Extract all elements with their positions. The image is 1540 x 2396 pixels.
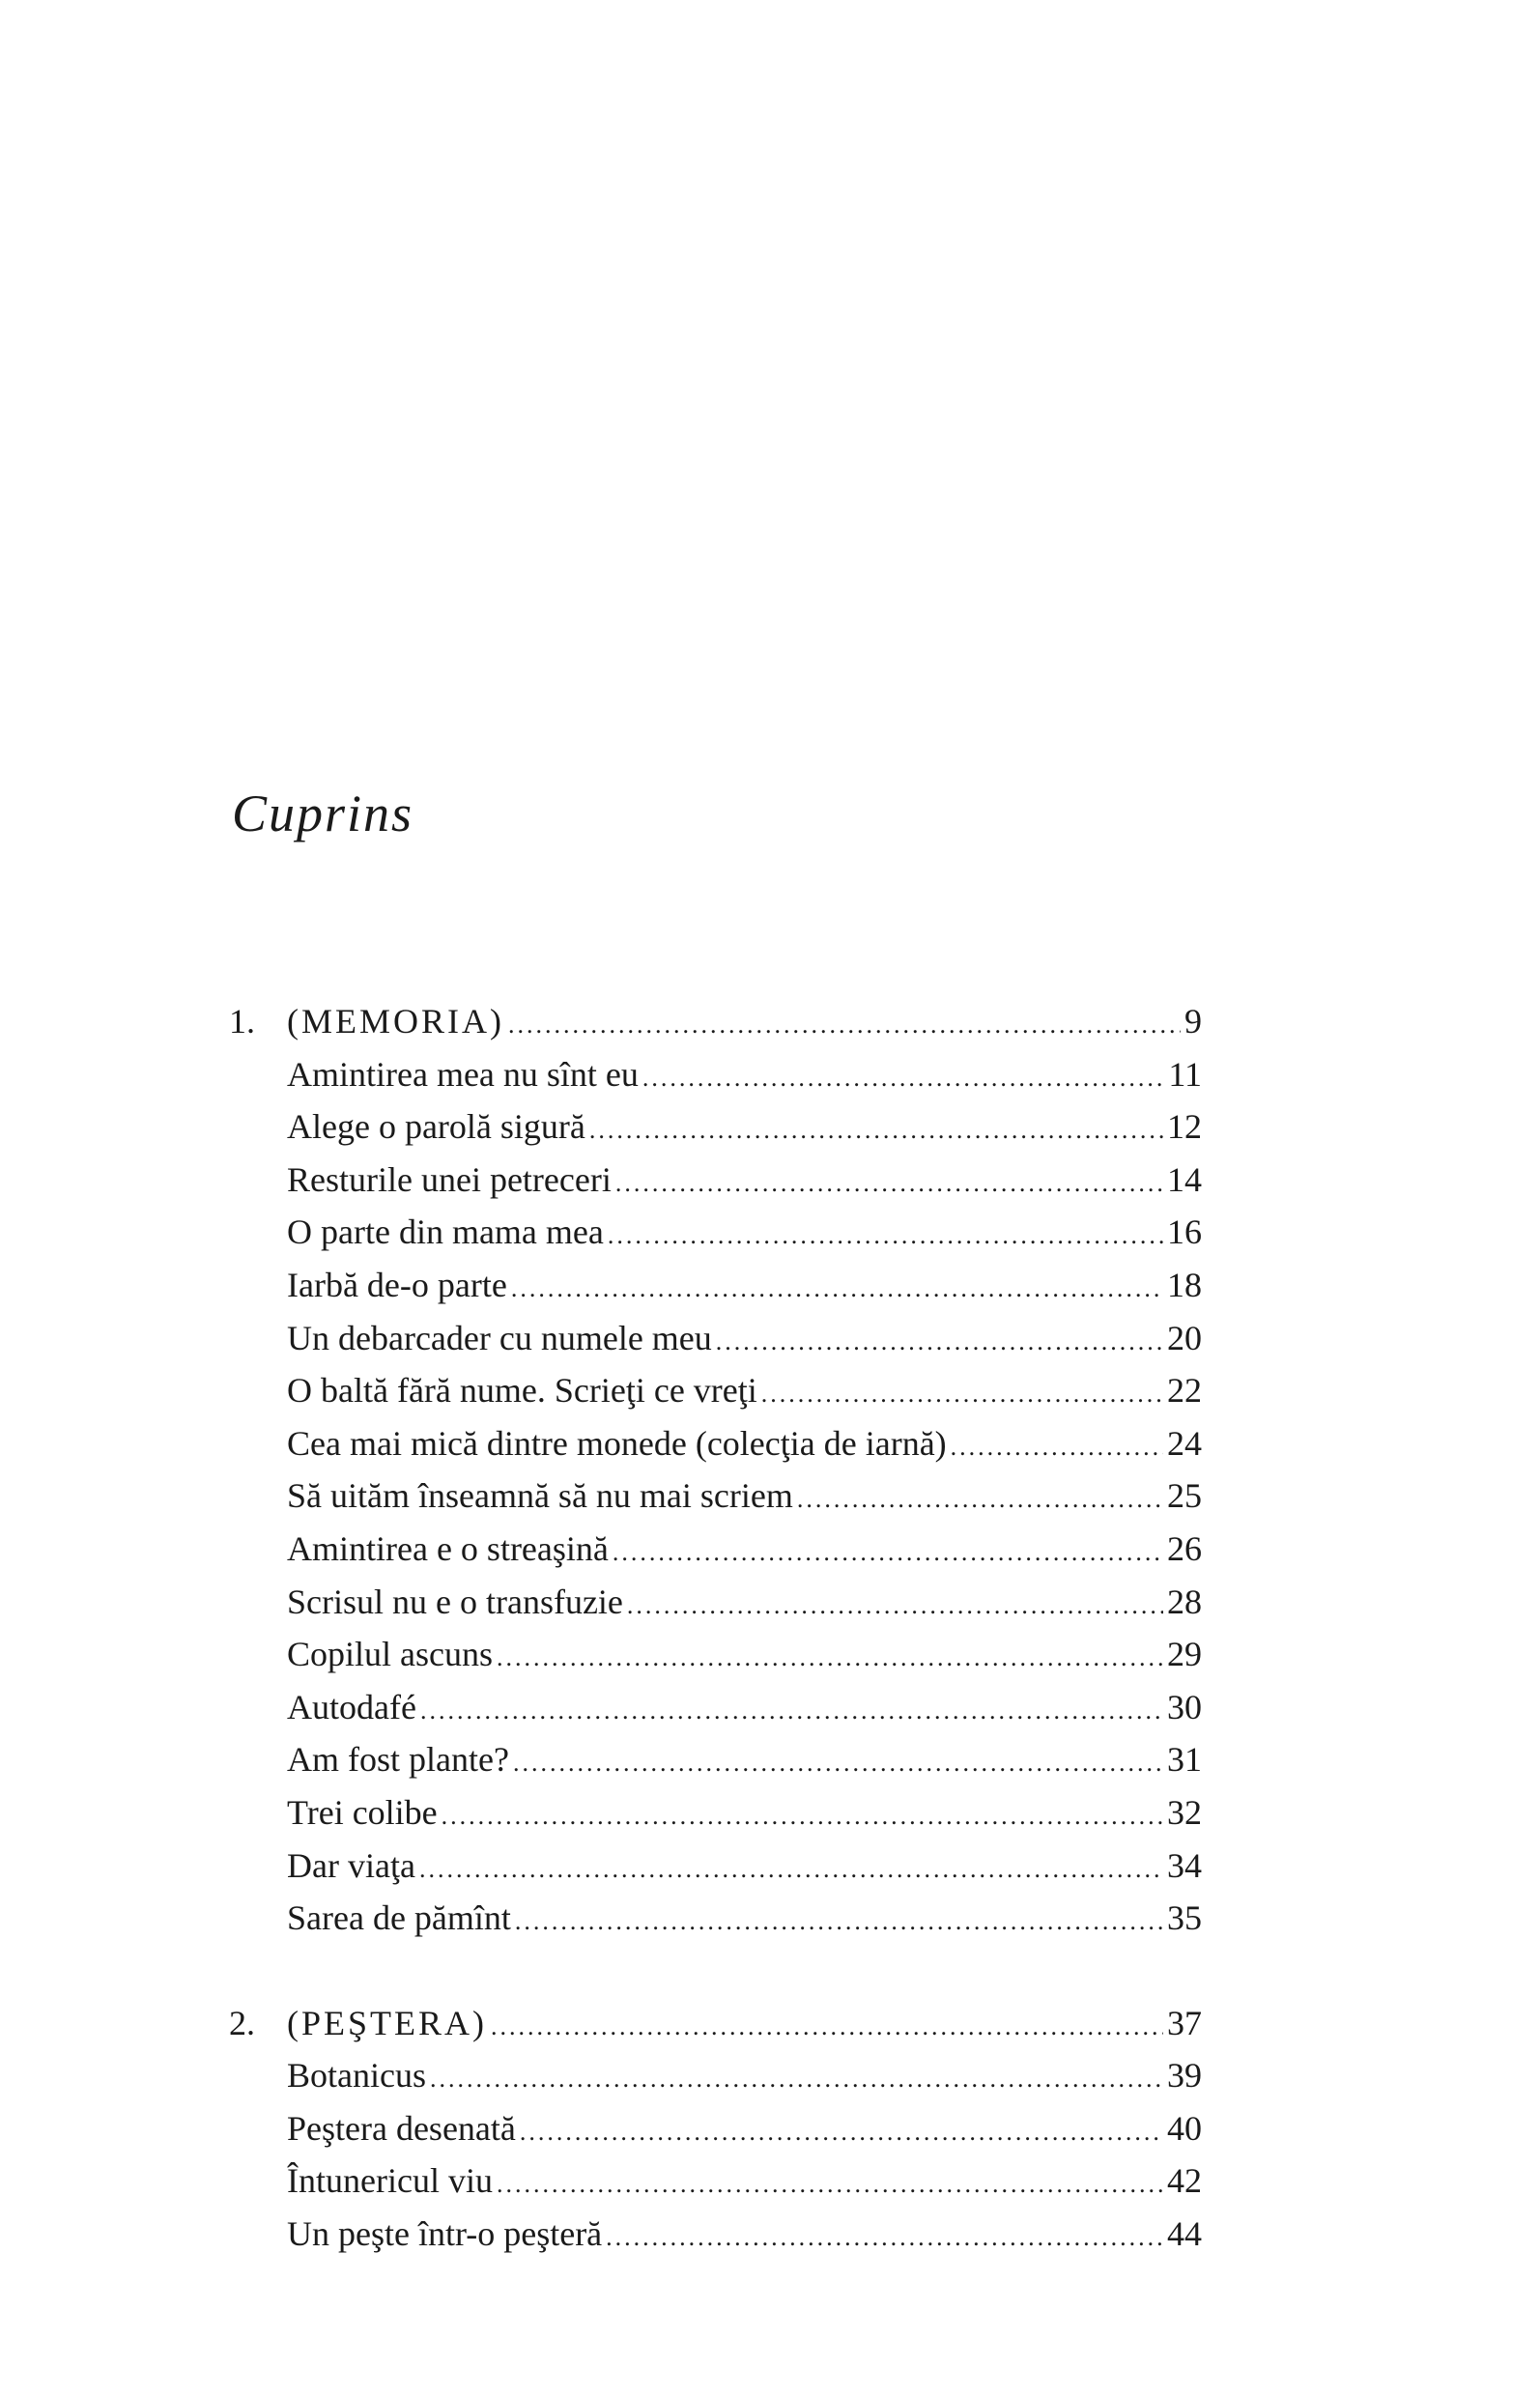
dot-leader: [615, 1157, 1163, 1211]
toc-entry[interactable]: [229, 1312, 1202, 1365]
dot-leader: [608, 1210, 1163, 1263]
entry-title: Amintirea e o streaşină: [287, 1528, 609, 1568]
page-number: 44: [1167, 2214, 1202, 2254]
toc-entry[interactable]: [229, 1786, 1202, 1840]
page-number: 18: [1167, 1265, 1202, 1304]
page-number: 34: [1167, 1845, 1202, 1885]
dot-leader: [716, 1316, 1163, 1369]
page-number: 39: [1167, 2056, 1202, 2096]
toc-entry[interactable]: [229, 1469, 1202, 1523]
toc-entry[interactable]: [229, 1259, 1202, 1312]
entry-title: Întunericul viu: [287, 2161, 493, 2201]
section-number: 1.: [229, 1002, 255, 1041]
page-number: 31: [1167, 1740, 1202, 1780]
entry-title: Un debarcader cu numele meu: [287, 1318, 712, 1357]
dot-leader: [613, 1526, 1163, 1580]
page-number: 12: [1167, 1107, 1202, 1147]
page-number: 42: [1167, 2161, 1202, 2201]
dot-leader: [508, 999, 1181, 1052]
dot-leader: [430, 2053, 1163, 2106]
toc-entry[interactable]: [229, 1364, 1202, 1417]
toc-entry[interactable]: [229, 1628, 1202, 1681]
section-title: (MEMORIA): [287, 1002, 504, 1041]
entry-title: Am fost plante?: [287, 1740, 509, 1780]
entry-title: Sarea de pămînt: [287, 1898, 511, 1938]
entry-title: Copilul ascuns: [287, 1635, 493, 1674]
entry-title: Trei colibe: [287, 1792, 438, 1832]
entry-title: Autodafé: [287, 1687, 416, 1726]
dot-leader: [797, 1473, 1163, 1526]
entry-title: Dar viaţa: [287, 1845, 415, 1885]
page-number: 9: [1184, 1002, 1202, 1041]
page-number: 14: [1167, 1159, 1202, 1199]
page-number: 28: [1167, 1582, 1202, 1621]
toc-entry[interactable]: [229, 2208, 1202, 2261]
page-number: 35: [1167, 1898, 1202, 1938]
entry-title: Scrisul nu e o transfuzie: [287, 1582, 623, 1621]
toc-entry[interactable]: [229, 2049, 1202, 2102]
dot-leader: [419, 1843, 1163, 1897]
page-number: 26: [1167, 1528, 1202, 1568]
toc-entry[interactable]: [229, 1523, 1202, 1576]
dot-leader: [442, 1790, 1163, 1843]
entry-title: O baltă fără nume. Scrieţi ce vreţi: [287, 1371, 757, 1411]
toc-entry[interactable]: [229, 1892, 1202, 1945]
dot-leader: [589, 1104, 1163, 1157]
toc-section-2: [229, 1997, 1202, 2261]
toc-section-heading[interactable]: [229, 995, 1202, 1048]
table-of-contents: [229, 995, 1202, 2313]
dot-leader: [627, 1580, 1163, 1633]
toc-entry[interactable]: [229, 1681, 1202, 1734]
toc-entry[interactable]: [229, 1154, 1202, 1207]
entry-title: Un peşte într-o peşteră: [287, 2214, 603, 2254]
page-number: 29: [1167, 1635, 1202, 1674]
entry-title: Să uităm înseamnă să nu mai scriem: [287, 1476, 793, 1516]
toc-entry[interactable]: [229, 1100, 1202, 1154]
entry-title: O parte din mama mea: [287, 1212, 604, 1252]
toc-entry[interactable]: [229, 1417, 1202, 1470]
dot-leader: [511, 1263, 1163, 1316]
dot-leader: [420, 1685, 1163, 1738]
toc-section-1: [229, 995, 1202, 1945]
page-number: 22: [1167, 1371, 1202, 1411]
page-number: 37: [1167, 2003, 1202, 2042]
page-number: 24: [1167, 1423, 1202, 1463]
page-number: 20: [1167, 1318, 1202, 1357]
toc-entry[interactable]: [229, 1840, 1202, 1893]
dot-leader: [520, 2106, 1163, 2159]
toc-entry[interactable]: [229, 2154, 1202, 2208]
dot-leader: [497, 1632, 1163, 1685]
dot-leader: [642, 1052, 1164, 1105]
dot-leader: [497, 2158, 1163, 2211]
entry-title: Resturile unei petreceri: [287, 1159, 612, 1199]
toc-entry[interactable]: [229, 2102, 1202, 2155]
section-number: 2.: [229, 2003, 255, 2042]
page-number: 30: [1167, 1687, 1202, 1726]
section-title: (PEŞTERA): [287, 2003, 487, 2042]
dot-leader: [491, 2001, 1163, 2054]
dot-leader: [606, 2211, 1163, 2265]
entry-title: Iarbă de-o parte: [287, 1265, 507, 1304]
page-number: 32: [1167, 1792, 1202, 1832]
page-number: 16: [1167, 1212, 1202, 1252]
page-number: 40: [1167, 2108, 1202, 2148]
entry-title: Peştera desenată: [287, 2108, 516, 2148]
entry-title: Amintirea mea nu sînt eu: [287, 1054, 639, 1094]
entry-title: Alege o parolă sigură: [287, 1107, 585, 1147]
entry-title: Cea mai mică dintre monede (colecţia de iarnă): [287, 1423, 947, 1463]
toc-entry[interactable]: [229, 1733, 1202, 1786]
page-number: 25: [1167, 1476, 1202, 1516]
dot-leader: [951, 1421, 1163, 1474]
toc-section-heading[interactable]: [229, 1997, 1202, 2050]
page-number: 11: [1168, 1054, 1202, 1094]
toc-entry[interactable]: [229, 1206, 1202, 1259]
dot-leader: [515, 1896, 1163, 1949]
entry-title: Botanicus: [287, 2056, 426, 2096]
toc-entry[interactable]: [229, 1048, 1202, 1101]
dot-leader: [761, 1368, 1163, 1421]
dot-leader: [513, 1737, 1163, 1790]
toc-entry[interactable]: [229, 1576, 1202, 1629]
page-title: Cuprins: [232, 784, 414, 842]
